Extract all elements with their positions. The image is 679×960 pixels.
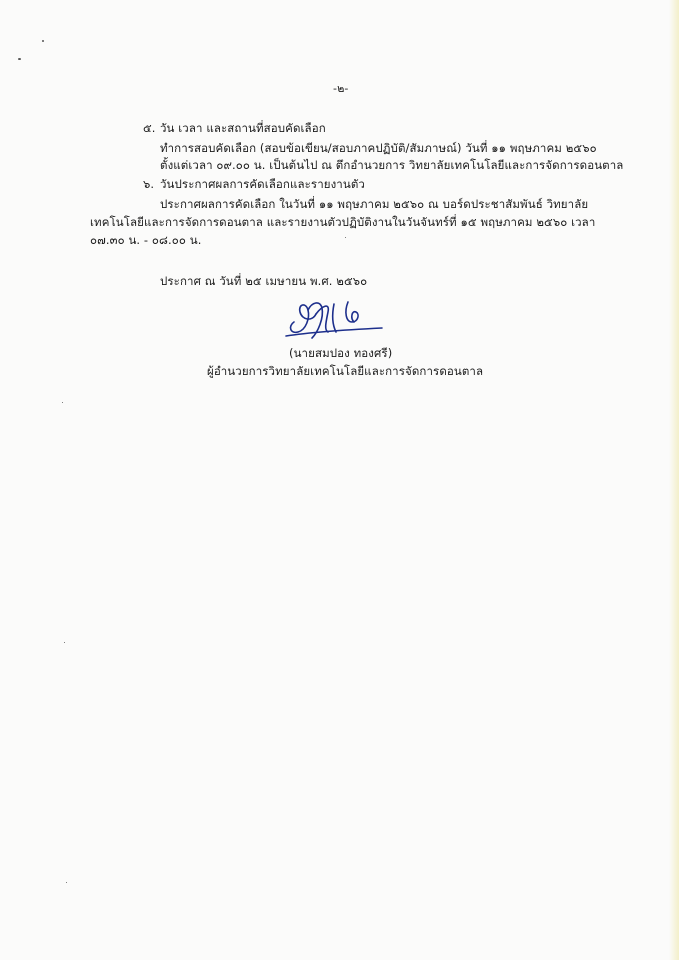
- section-5-line-1: ทำการสอบคัดเลือก (สอบข้อเขียน/สอบภาคปฏิบัติ/สัมภาษณ์) วันที่ ๑๑ พฤษภาคม ๒๕๖๐: [160, 141, 597, 155]
- scan-speck: [66, 882, 67, 883]
- section-6-line-3: ๐๗.๓๐ น. - ๐๘.๐๐ น.: [90, 233, 202, 247]
- scan-speck: [42, 40, 44, 42]
- signer-name: (นายสมปอง ทองศรี): [289, 346, 393, 360]
- signature-image: [282, 292, 392, 342]
- scan-speck: [64, 642, 65, 643]
- scan-speck: [345, 237, 346, 238]
- section-5-number: ๕.: [143, 121, 156, 135]
- page-number: -๒-: [333, 82, 349, 95]
- section-5-heading: วัน เวลา และสถานที่สอบคัดเลือก: [160, 121, 326, 135]
- section-6-line-2: เทคโนโลยีและการจัดการดอนตาล และรายงานตัวปฏิบัติงานในวันจันทร์ที่ ๑๕ พฤษภาคม ๒๕๖๐ เวลา: [90, 215, 596, 229]
- scan-speck: [62, 402, 63, 403]
- announcement-date: ประกาศ ณ วันที่ ๒๕ เมษายน พ.ศ. ๒๕๖๐: [160, 274, 368, 288]
- section-6-heading: วันประกาศผลการคัดเลือกและรายงานตัว: [160, 177, 365, 191]
- section-6-number: ๖.: [143, 177, 155, 191]
- section-6-line-1: ประกาศผลการคัดเลือก ในวันที่ ๑๑ พฤษภาคม ๒๕๖๐ ณ บอร์ดประชาสัมพันธ์ วิทยาลัย: [160, 197, 589, 211]
- signer-title: ผู้อำนวยการวิทยาลัยเทคโนโลยีและการจัดการดอนตาล: [207, 364, 484, 378]
- section-5-line-2: ตั้งแต่เวลา ๐๙.๐๐ น. เป็นต้นไป ณ ตึกอำนวยการ วิทยาลัยเทคโนโลยีและการจัดการดอนตาล: [160, 158, 624, 172]
- scan-speck: [18, 58, 21, 60]
- page-edge-shadow: [669, 0, 679, 960]
